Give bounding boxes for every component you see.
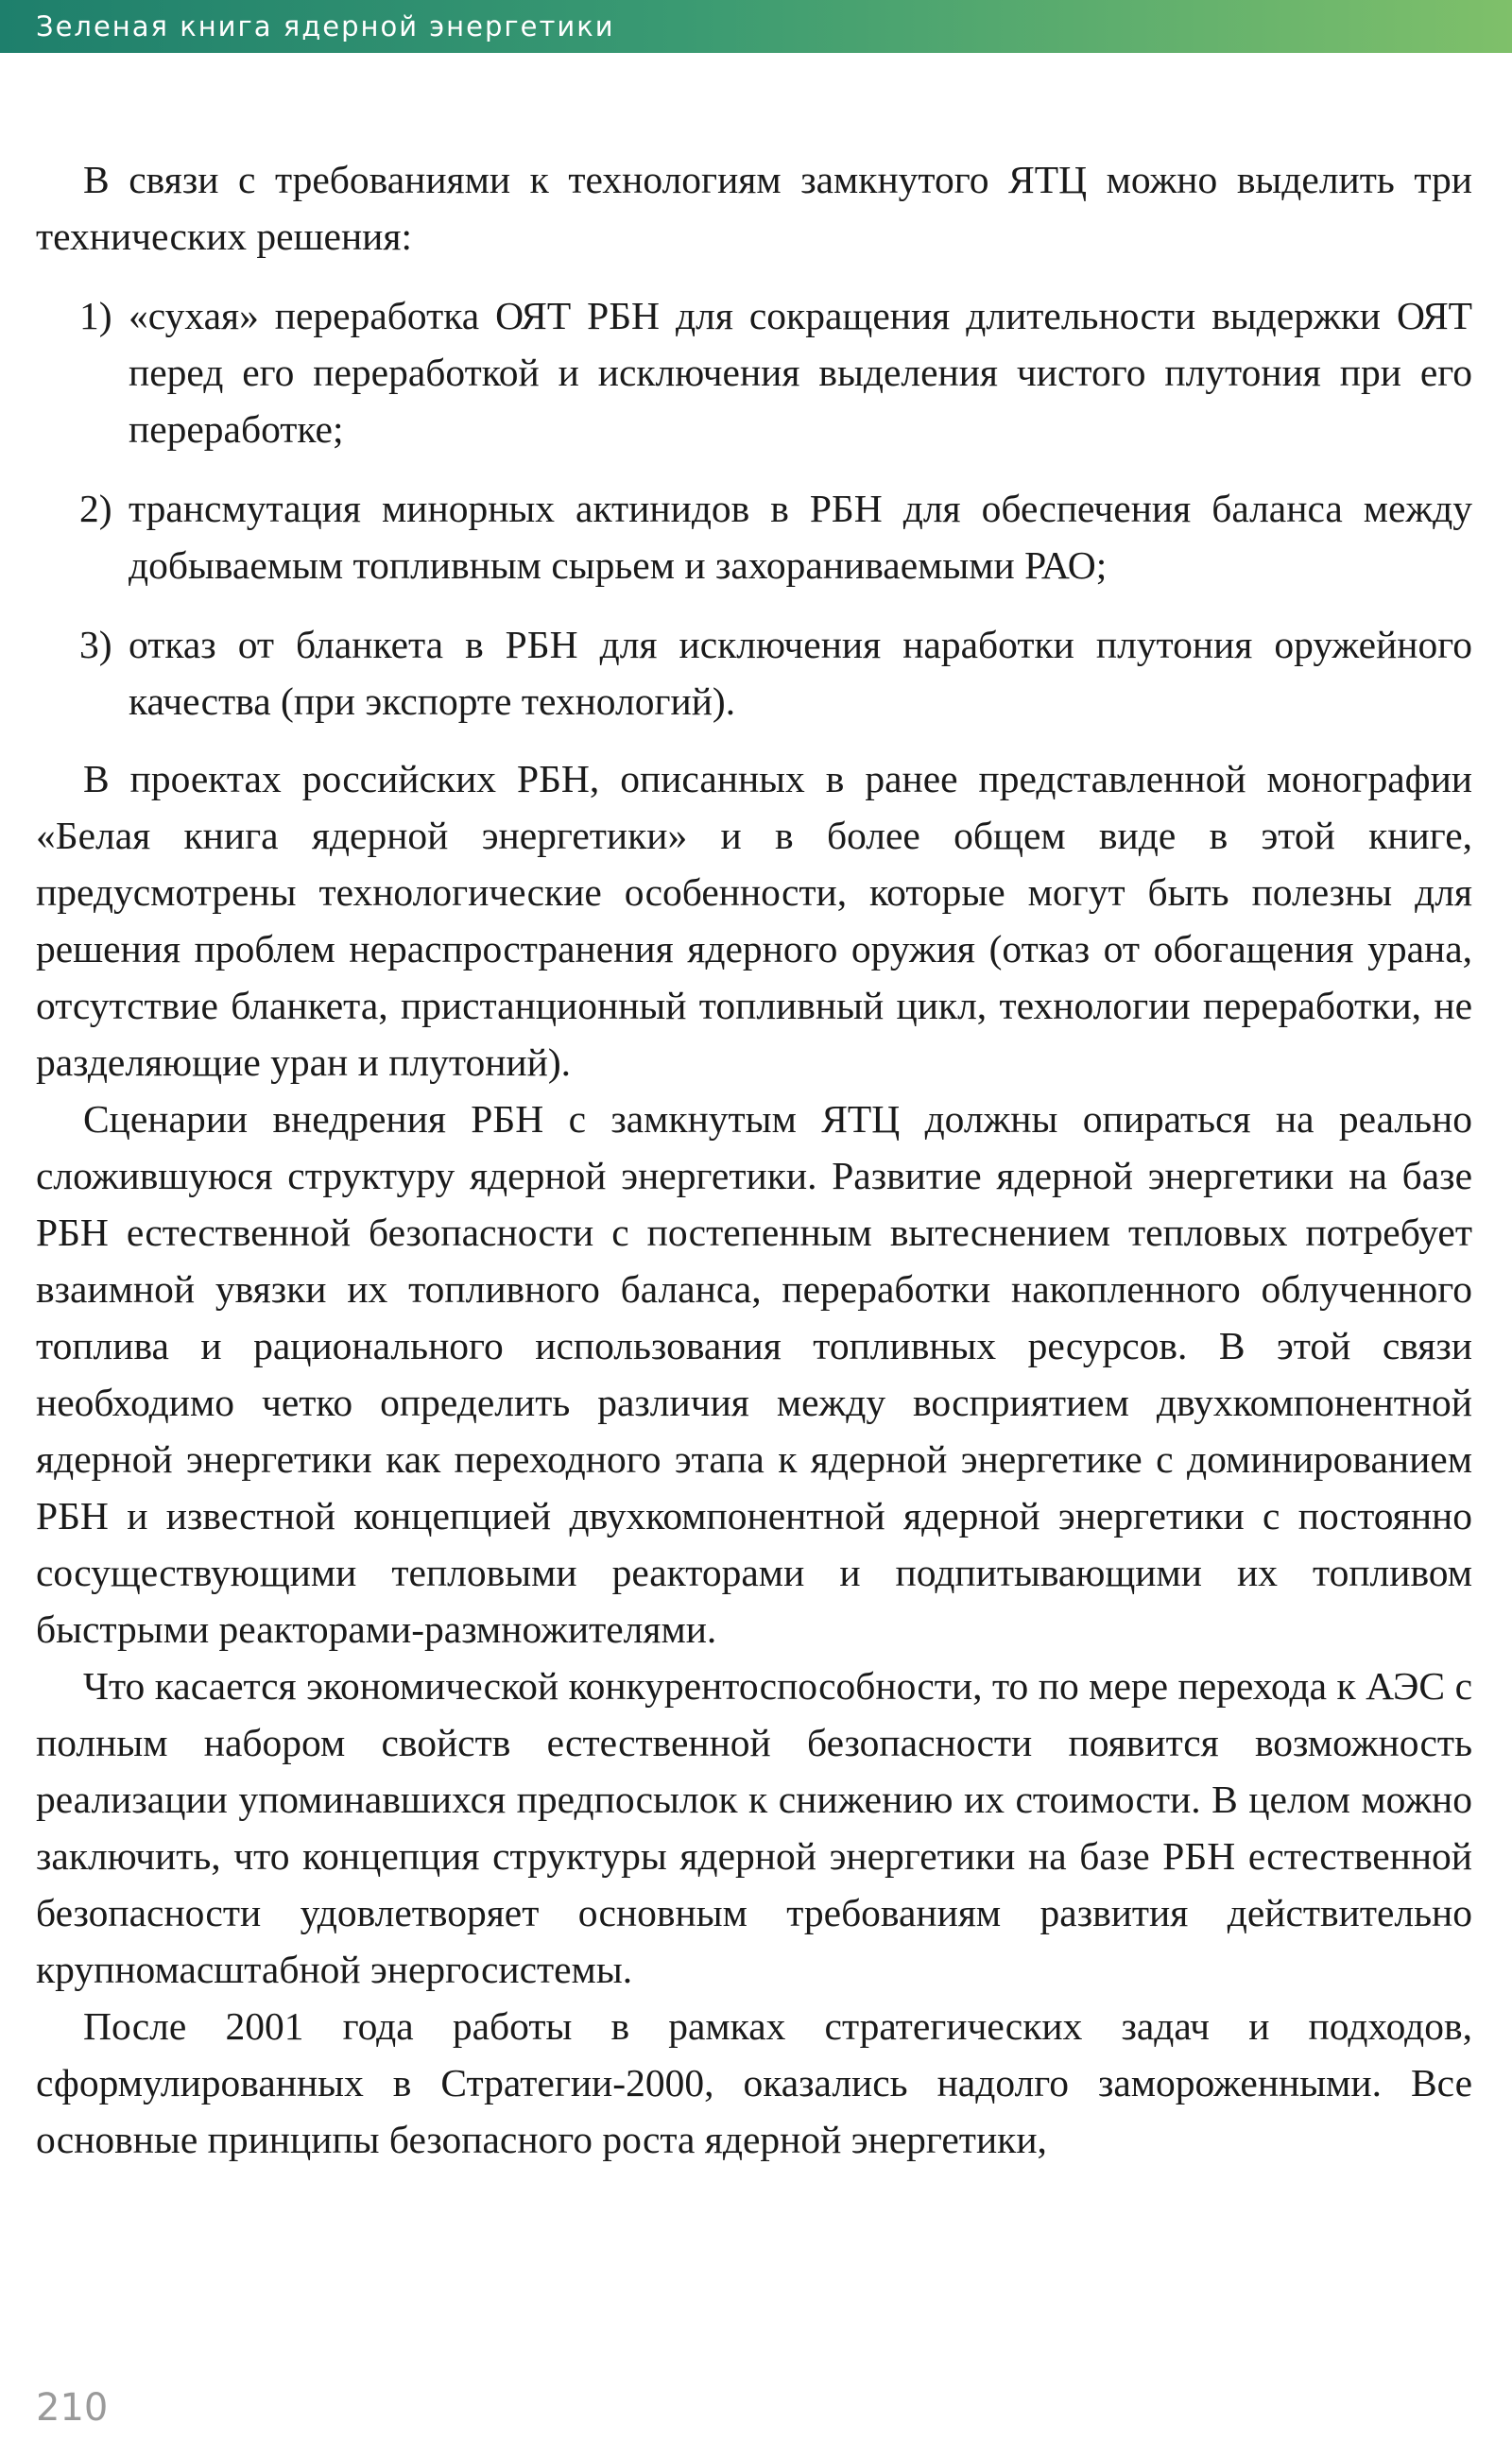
list-item-text: отказ от бланкета в РБН для исключения наработки плутония оружейного качества (при экспорте технологий). bbox=[129, 623, 1472, 723]
running-header bbox=[0, 0, 1512, 53]
paragraph-economics: Что касается экономической конкурентоспособности, то по мере перехода к АЭС с полным набором свойств естественной безопасности появится возможность реализации упоминавшихся предпосылок к снижению их стоимости. В целом можно заключить, что концепция структуры ядерной энергетики на базе РБН естественной безопасности удовлетворяет основным требованиям развития действительно крупномасштабной энергосистемы. bbox=[36, 1664, 1472, 1991]
book-title: Зеленая книга ядерной энергетики bbox=[36, 10, 615, 43]
list-item-text: «сухая» переработка ОЯТ РБН для сокращения длительности выдержки ОЯТ перед его переработкой и исключения выделения чистого плутония при его переработке; bbox=[129, 294, 1472, 451]
paragraph-strategy-2000: После 2001 года работы в рамках стратегических задач и подходов, сформулированных в Стратегии-2000, оказались надолго замороженными. Все основные принципы безопасного роста ядерной энергетики, bbox=[36, 2004, 1472, 2161]
list-item-text: трансмутация минорных актинидов в РБН для обеспечения баланса между добываемым топливным сырьем и захораниваемыми РАО; bbox=[129, 487, 1472, 587]
list-item bbox=[36, 616, 1472, 730]
list-item-number: 2) bbox=[79, 487, 112, 530]
solutions-list bbox=[36, 287, 1472, 730]
paragraph-scenarios: Сценарии внедрения РБН с замкнутым ЯТЦ должны опираться на реально сложившуюся структуру ядерной энергетики. Развитие ядерной энергетики на базе РБН естественной безопасности с постепенным вытеснением тепловых потребует взаимной увязки их топливного баланса, переработки накопленного облученного топлива и рационального использования топливных ресурсов. В этой связи необходимо четко определить различия между восприятием двухкомпонентной ядерной энергетики как переходного этапа к ядерной энергетике с доминированием РБН и известной концепцией двухкомпонентной ядерной энергетики с постоянно сосуществующими тепловыми реакторами и подпитывающими их топливом быстрыми реакторами-размножителями. bbox=[36, 1097, 1472, 1651]
list-item bbox=[36, 287, 1472, 457]
page-number: 210 bbox=[36, 2386, 109, 2430]
list-item bbox=[36, 480, 1472, 593]
intro-paragraph: В связи с требованиями к технологиям замкнутого ЯТЦ можно выделить три технических решения: bbox=[36, 158, 1472, 258]
list-item-number: 1) bbox=[79, 294, 112, 337]
page-body bbox=[36, 151, 1472, 2168]
paragraph-nonproliferation: В проектах российских РБН, описанных в ранее представленной монографии «Белая книга ядерной энергетики» и в более общем виде в этой книге, предусмотрены технологические особенности, которые могут быть полезны для решения проблем нераспространения ядерного оружия (отказ от обогащения урана, отсутствие бланкета, пристанционный топливный цикл, технологии переработки, не разделяющие уран и плутоний). bbox=[36, 757, 1472, 1084]
list-item-number: 3) bbox=[79, 623, 112, 666]
